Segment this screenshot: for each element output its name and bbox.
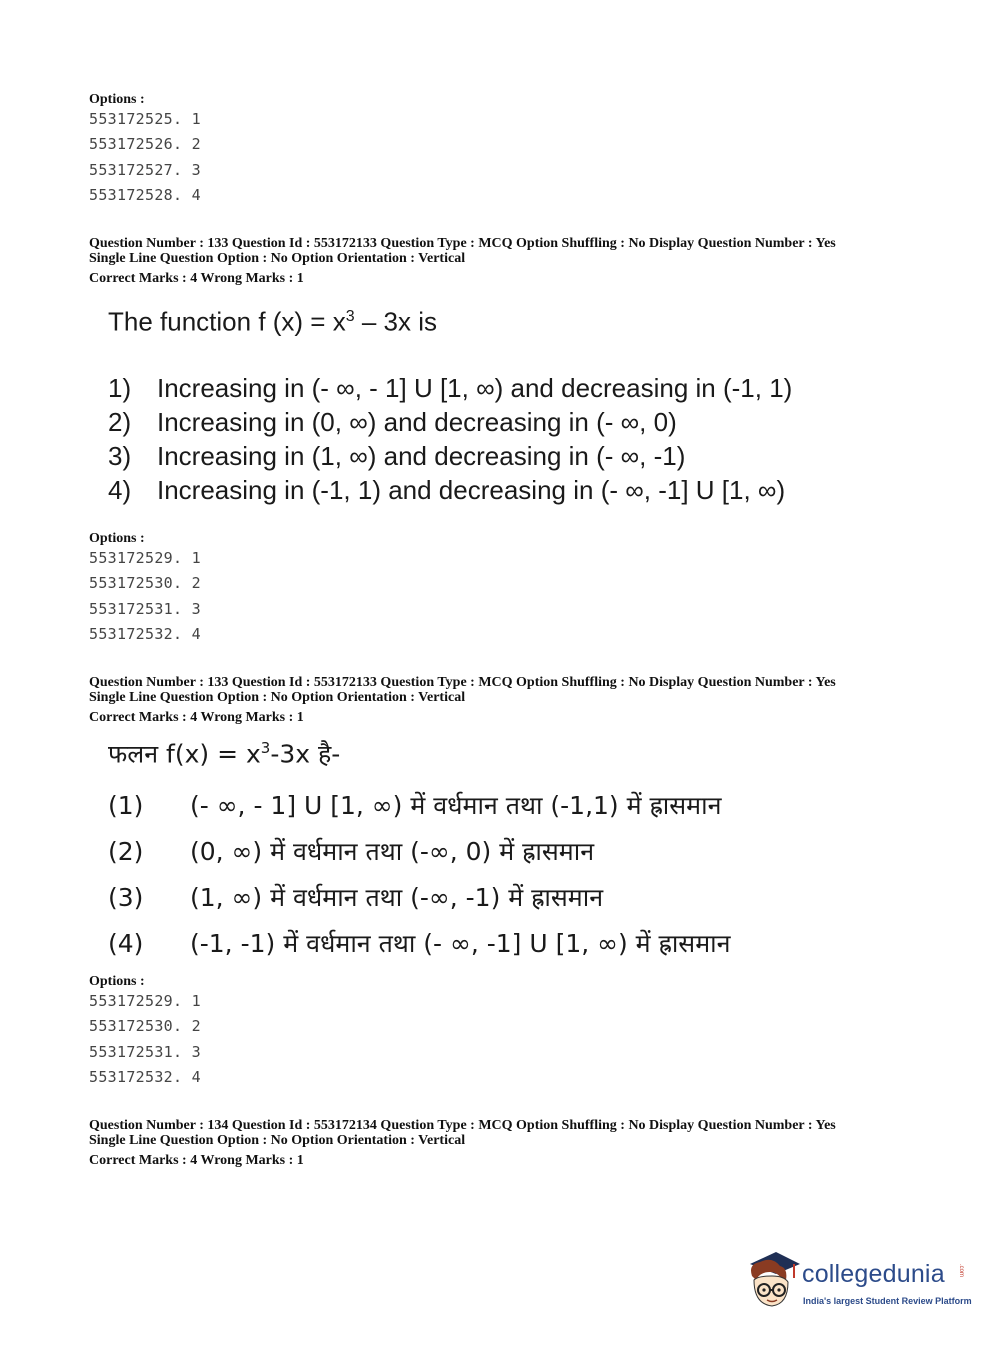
choice-item: (1) (- ∞, - 1] U [1, ∞) में वर्धमान तथा (-1,1) में ह्रासमान bbox=[108, 791, 722, 821]
logo-domain: .com bbox=[958, 1264, 964, 1278]
student-mascot-icon bbox=[742, 1250, 802, 1312]
question-meta-line: Question Number : 133 Question Id : 553172133 Question Type : MCQ Option Shuffling : No Display Question Number : Yes bbox=[89, 675, 836, 690]
option-id: 553172525. 1 bbox=[89, 110, 201, 128]
option-id: 553172530. 2 bbox=[89, 1017, 201, 1036]
options-list bbox=[89, 989, 201, 1090]
option-id: 553172532. 4 bbox=[89, 1067, 201, 1086]
choice-list bbox=[108, 783, 731, 967]
logo-tagline: India's largest Student Review Platform bbox=[803, 1296, 972, 1306]
question-stem: फलन $f(x) = x^3-3x$ है- bbox=[108, 739, 341, 769]
option-id: 553172528. 4 bbox=[89, 185, 201, 204]
choice-item: 4) Increasing in (-1, 1) and decreasing in (- ∞, -1] U [1, ∞) bbox=[108, 474, 786, 505]
marks-line: Correct Marks : 4 Wrong Marks : 1 bbox=[89, 271, 304, 286]
options-label: Options : bbox=[89, 92, 145, 107]
choice-item: 3) Increasing in (1, ∞) and decreasing in (- ∞, -1) bbox=[108, 440, 686, 471]
question-hindi bbox=[108, 733, 731, 967]
option-id: 553172527. 3 bbox=[89, 160, 201, 179]
question-english bbox=[108, 302, 792, 507]
options-list bbox=[89, 107, 201, 208]
marks-line: Correct Marks : 4 Wrong Marks : 1 bbox=[89, 710, 304, 725]
question-meta-line: Single Line Question Option : No Option Orientation : Vertical bbox=[89, 690, 466, 705]
question-stem: The function f $(x) = x^3 - 3x$ is bbox=[108, 306, 437, 337]
option-id: 553172531. 3 bbox=[89, 599, 201, 618]
question-meta-line: Question Number : 133 Question Id : 553172133 Question Type : MCQ Option Shuffling : No Display Question Number : Yes bbox=[89, 236, 836, 251]
option-id: 553172526. 2 bbox=[89, 135, 201, 154]
option-id: 553172532. 4 bbox=[89, 624, 201, 643]
choice-item: (3) (1, ∞) में वर्धमान तथा (-∞, -1) में ह्रासमान bbox=[108, 883, 604, 913]
question-meta-line: Single Line Question Option : No Option Orientation : Vertical bbox=[89, 1133, 466, 1148]
option-id: 553172529. 1 bbox=[89, 549, 201, 567]
options-list bbox=[89, 546, 201, 647]
option-id: 553172530. 2 bbox=[89, 574, 201, 593]
question-meta bbox=[89, 236, 969, 286]
option-id: 553172529. 1 bbox=[89, 992, 201, 1010]
question-meta-line: Single Line Question Option : No Option Orientation : Vertical bbox=[89, 251, 466, 266]
choice-item: 2) Increasing in (0, ∞) and decreasing in (- ∞, 0) bbox=[108, 406, 677, 437]
marks-line: Correct Marks : 4 Wrong Marks : 1 bbox=[89, 1153, 304, 1168]
collegedunia-logo bbox=[742, 1250, 972, 1320]
option-id: 553172531. 3 bbox=[89, 1042, 201, 1061]
choice-list bbox=[108, 371, 792, 507]
question-meta bbox=[89, 675, 969, 725]
choice-item: 1) Increasing in (- ∞, - 1] U [1, ∞) and decreasing in (-1, 1) bbox=[108, 372, 793, 403]
options-label: Options : bbox=[89, 531, 145, 546]
choice-item: (4) (-1, -1) में वर्धमान तथा (- ∞, -1] U [1, ∞) में ह्रासमान bbox=[108, 929, 731, 959]
question-meta-line: Question Number : 134 Question Id : 553172134 Question Type : MCQ Option Shuffling : No Display Question Number : Yes bbox=[89, 1118, 836, 1133]
choice-item: (2) (0, ∞) में वर्धमान तथा (-∞, 0) में ह्रासमान bbox=[108, 837, 595, 867]
logo-wordmark: collegedunia bbox=[802, 1260, 945, 1288]
options-label: Options : bbox=[89, 974, 145, 989]
question-meta bbox=[89, 1118, 969, 1168]
